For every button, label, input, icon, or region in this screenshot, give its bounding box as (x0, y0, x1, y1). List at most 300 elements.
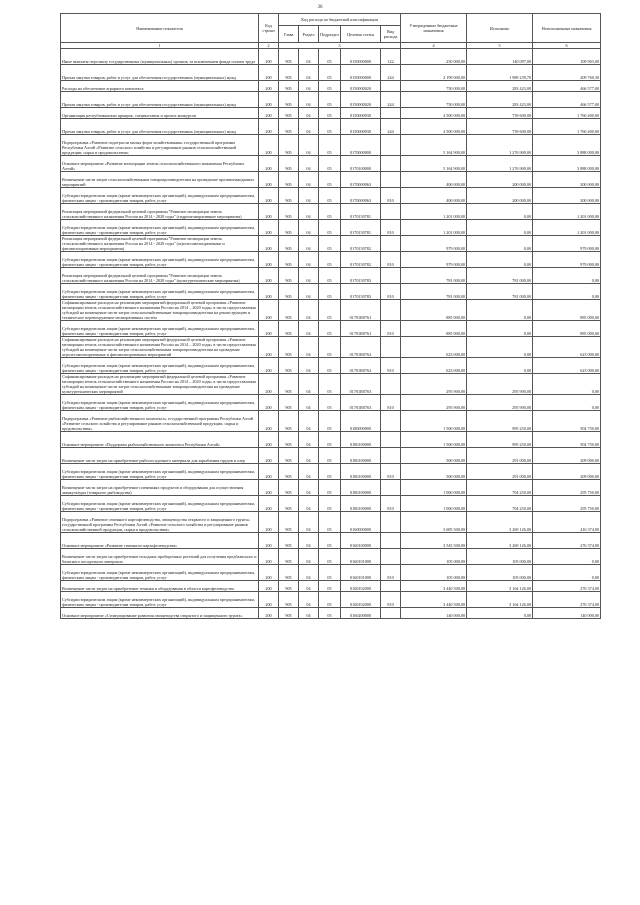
page-number: 36 (317, 5, 323, 10)
row-vid (381, 533, 401, 549)
row-glava: 905 (279, 496, 299, 512)
row-celevaya: 01701R0762 (341, 337, 381, 358)
row-executed: 105 000,00 (467, 549, 533, 565)
table-row (61, 592, 601, 608)
row-line-code: 200 (259, 496, 279, 512)
row-approved: 140 000,00 (401, 608, 467, 619)
row-name: Субсидии юридическим лицам (кроме некоммерческих организаций), индивидуальным предпринимателям, физическим лицам - производителям товаров, работ, услуг (61, 321, 259, 337)
row-razdel: 04 (299, 581, 319, 592)
row-celevaya: 0180100000 (341, 480, 381, 496)
row-unexecuted: 0,00 (533, 268, 601, 284)
row-unexecuted: 0,00 (533, 565, 601, 581)
row-glava: 905 (279, 49, 299, 65)
row-line-code: 200 (259, 92, 279, 108)
row-unexecuted: 1 201 000,00 (533, 220, 601, 236)
row-razdel: 04 (299, 565, 319, 581)
row-celevaya: 0150000020 (341, 81, 381, 92)
row-line-code: 200 (259, 533, 279, 549)
row-celevaya: 0170150781 (341, 204, 381, 220)
row-line-code: 200 (259, 464, 279, 480)
row-approved: 623 000,00 (401, 337, 467, 358)
row-glava: 905 (279, 119, 299, 135)
row-approved: 750 000,00 (401, 81, 467, 92)
row-name: Основное мероприятие «Развитие семенного картофелеводства» (61, 533, 259, 549)
row-line-code: 200 (259, 220, 279, 236)
row-vid (381, 172, 401, 188)
row-vid: 244 (381, 119, 401, 135)
row-unexecuted: 3 888 000,00 (533, 135, 601, 156)
row-vid (381, 581, 401, 592)
row-approved: 1 000 000,00 (401, 496, 467, 512)
row-celevaya: 0170000063 (341, 188, 381, 204)
header-razdel: Раздел (299, 26, 319, 43)
row-vid (381, 512, 401, 533)
row-glava: 905 (279, 533, 299, 549)
row-celevaya: 0160101000 (341, 565, 381, 581)
table-row (61, 92, 601, 108)
row-executed: 0,00 (467, 252, 533, 268)
header-approved: Утвержденные бюджетные назначения (401, 14, 467, 43)
row-vid (381, 135, 401, 156)
row-podrazdel: 05 (319, 220, 341, 236)
table-row (61, 188, 601, 204)
row-vid: 810 (381, 220, 401, 236)
row-celevaya: 0170150782 (341, 252, 381, 268)
row-podrazdel: 05 (319, 268, 341, 284)
row-unexecuted: 979 000,00 (533, 252, 601, 268)
col-number: 2 (259, 43, 279, 49)
row-celevaya: 0150000020 (341, 92, 381, 108)
row-approved: 1 500 000,00 (401, 432, 467, 448)
row-vid: 244 (381, 92, 401, 108)
row-name: Подпрограмма «Развитие рыбохозяйственного комплекса» государственной программы Республики Алтай «Развитие сельского хозяйства и регулирование рынков сельскохозяйственной продукции, сырья и продовольствия» (61, 411, 259, 432)
row-name: Реализация мероприятий федеральной целевой программы "Развитие мелиорации земель сельскохозяйственного назначения России на 2014 - 2020 годы" (агролесомелиоративные и фитомелиоративные мероприятия) (61, 236, 259, 252)
row-glava: 905 (279, 156, 299, 172)
table-row (61, 204, 601, 220)
row-approved: 400 000,00 (401, 172, 467, 188)
row-name: Возмещение части затрат сельскохозяйственным товаропроизводителям на проведение противопаводковых мероприятий (61, 172, 259, 188)
row-approved: 781 000,00 (401, 268, 467, 284)
row-vid (381, 432, 401, 448)
row-executed: 0,00 (467, 300, 533, 321)
row-unexecuted: 200 000,00 (533, 172, 601, 188)
row-glava: 905 (279, 592, 299, 608)
row-executed: 995 250,00 (467, 432, 533, 448)
row-vid (381, 480, 401, 496)
table-row (61, 284, 601, 300)
row-razdel: 04 (299, 119, 319, 135)
table-row (61, 448, 601, 464)
row-executed: 704 250,00 (467, 496, 533, 512)
table-row (61, 220, 601, 236)
row-vid (381, 608, 401, 619)
col-number: 3 (279, 43, 401, 49)
row-vid (381, 108, 401, 119)
row-vid: 810 (381, 284, 401, 300)
row-podrazdel: 05 (319, 358, 341, 374)
table-row (61, 549, 601, 565)
row-unexecuted: 276 374,00 (533, 592, 601, 608)
row-name: Организация республиканских ярмарок, спецвыставок и прочих конкурсов (61, 108, 259, 119)
row-executed: 0,00 (467, 321, 533, 337)
row-unexecuted: 416 374,00 (533, 512, 601, 533)
row-razdel: 04 (299, 252, 319, 268)
row-celevaya: 0170000000 (341, 135, 381, 156)
header-vid: Вид расхода (381, 26, 401, 43)
table-row (61, 411, 601, 432)
row-unexecuted: 0,00 (533, 374, 601, 395)
row-name: Прочая закупка товаров, работ и услуг для обеспечения государственных (муниципальных) нужд (61, 92, 259, 108)
row-executed: 295 900,00 (467, 395, 533, 411)
row-vid (381, 156, 401, 172)
row-approved: 2 199 000,00 (401, 65, 467, 81)
row-name: Подпрограмма «Развитие семенного картофелеводства, овощеводства открытого и защищенного грунта» государственной программы Республики Алтай «Развитие сельского хозяйства и регулирование рынков сельскохозяйственной продукции, сырья и продовольствия» (61, 512, 259, 533)
row-razdel: 04 (299, 411, 319, 432)
row-unexecuted: 295 750,00 (533, 496, 601, 512)
row-unexecuted: 466 577,00 (533, 81, 601, 92)
row-podrazdel: 05 (319, 448, 341, 464)
row-line-code: 200 (259, 300, 279, 321)
row-vid: 810 (381, 464, 401, 480)
row-celevaya: 0180100000 (341, 432, 381, 448)
row-executed: 781 000,00 (467, 268, 533, 284)
row-vid: 810 (381, 496, 401, 512)
header-executed: Исполнено (467, 14, 533, 43)
table-row (61, 119, 601, 135)
row-name: Субсидии юридическим лицам (кроме некоммерческих организаций), индивидуальным предпринимателям, физическим лицам - производителям товаров, работ, услуг (61, 395, 259, 411)
table-row (61, 464, 601, 480)
row-executed: 140 097,00 (467, 49, 533, 65)
row-glava: 905 (279, 321, 299, 337)
row-unexecuted: 276 374,00 (533, 581, 601, 592)
row-line-code: 200 (259, 268, 279, 284)
row-glava: 905 (279, 464, 299, 480)
row-unexecuted: 109 903,00 (533, 49, 601, 65)
row-name: Возмещение части затрат на приобретение рыбопосадочного материала для зарыбления прудов и озер (61, 448, 259, 464)
row-executed: 3 269 126,00 (467, 533, 533, 549)
row-executed: 105 000,00 (467, 565, 533, 581)
row-razdel: 04 (299, 172, 319, 188)
row-podrazdel: 05 (319, 284, 341, 300)
row-glava: 905 (279, 300, 299, 321)
row-razdel: 04 (299, 300, 319, 321)
row-name: Субсидии юридическим лицам (кроме некоммерческих организаций), индивидуальным предпринимателям, физическим лицам - производителям товаров, работ, услуг (61, 358, 259, 374)
row-glava: 905 (279, 337, 299, 358)
row-podrazdel: 05 (319, 512, 341, 533)
row-razdel: 04 (299, 448, 319, 464)
row-vid (381, 549, 401, 565)
row-celevaya: 01701R0763 (341, 374, 381, 395)
row-approved: 2 500 000,00 (401, 119, 467, 135)
row-glava: 905 (279, 411, 299, 432)
row-unexecuted: 0,00 (533, 549, 601, 565)
row-line-code: 200 (259, 65, 279, 81)
row-vid (381, 337, 401, 358)
row-unexecuted: 885 000,00 (533, 321, 601, 337)
row-name: Субсидии юридическим лицам (кроме некоммерческих организаций), индивидуальным предпринимателям, физическим лицам - производителям товаров, работ, услуг (61, 284, 259, 300)
row-approved: 5 164 900,00 (401, 156, 467, 172)
table-row (61, 49, 601, 65)
row-name: Софинансирование расходов на реализацию мероприятий федеральной целевой программы «Развитие мелиорации земель сельскохозяйственного назначения России на 2014 – 2020 годы» в части предоставления субсидий на возмещение части затрат сельскохозяйственным товаропроизводителям на проведение культуртехнических мероприятий (61, 374, 259, 395)
row-approved: 105 000,00 (401, 549, 467, 565)
row-unexecuted: 1 760 400,00 (533, 108, 601, 119)
row-celevaya: 01701R0763 (341, 395, 381, 411)
row-podrazdel: 05 (319, 252, 341, 268)
row-name: Субсидии юридическим лицам (кроме некоммерческих организаций), индивидуальным предпринимателям, физическим лицам - производителям товаров, работ, услуг (61, 252, 259, 268)
row-glava: 905 (279, 220, 299, 236)
row-unexecuted: 623 000,00 (533, 358, 601, 374)
row-podrazdel: 05 (319, 565, 341, 581)
row-razdel: 04 (299, 358, 319, 374)
row-celevaya: 0170100000 (341, 156, 381, 172)
row-approved: 979 000,00 (401, 252, 467, 268)
header-celevaya: Целевая статья (341, 26, 381, 43)
row-razdel: 04 (299, 512, 319, 533)
row-podrazdel: 05 (319, 496, 341, 512)
row-razdel: 04 (299, 65, 319, 81)
table-row (61, 252, 601, 268)
row-line-code: 200 (259, 480, 279, 496)
row-razdel: 04 (299, 592, 319, 608)
col-number: 6 (533, 43, 601, 49)
row-unexecuted: 623 000,00 (533, 337, 601, 358)
row-celevaya: 0160100000 (341, 533, 381, 549)
row-razdel: 04 (299, 395, 319, 411)
row-line-code: 200 (259, 337, 279, 358)
row-glava: 905 (279, 135, 299, 156)
row-vid (381, 81, 401, 92)
row-unexecuted: 295 750,00 (533, 480, 601, 496)
budget-table (60, 13, 601, 619)
table-row (61, 358, 601, 374)
row-approved: 781 000,00 (401, 284, 467, 300)
row-podrazdel: 05 (319, 135, 341, 156)
row-name: Подпрограмма «Развитие подотрасли малых форм хозяйствования» государственной программы Республики Алтай «Развитие сельского хозяйства и регулирование рынков сельскохозяйственной продукции, сырья и продовольствия» (61, 135, 259, 156)
row-unexecuted: 209 000,00 (533, 448, 601, 464)
row-name: Основное мероприятие «Развитие мелиорации земель сельскохозяйственного назначения Республики Алтай» (61, 156, 259, 172)
row-razdel: 04 (299, 496, 319, 512)
row-executed: 200 000,00 (467, 188, 533, 204)
row-glava: 905 (279, 204, 299, 220)
row-name: Субсидии юридическим лицам (кроме некоммерческих организаций), индивидуальным предпринимателям, физическим лицам - производителям товаров, работ, услуг (61, 496, 259, 512)
row-unexecuted: 504 750,00 (533, 432, 601, 448)
row-razdel: 04 (299, 432, 319, 448)
row-unexecuted: 200 000,00 (533, 188, 601, 204)
table-row (61, 236, 601, 252)
row-razdel: 04 (299, 549, 319, 565)
row-glava: 905 (279, 81, 299, 92)
row-line-code: 200 (259, 581, 279, 592)
row-executed: 3 164 126,00 (467, 581, 533, 592)
row-razdel: 04 (299, 156, 319, 172)
row-glava: 905 (279, 395, 299, 411)
row-razdel: 04 (299, 284, 319, 300)
row-celevaya: 0160102000 (341, 581, 381, 592)
row-name: Реализация мероприятий федеральной целевой программы "Развитие мелиорации земель сельскохозяйственного назначения России на 2014 - 2020 годы" (гидромелиоративные мероприятия) (61, 204, 259, 220)
row-podrazdel: 05 (319, 533, 341, 549)
col-number: 1 (61, 43, 259, 49)
table-body (61, 49, 601, 619)
row-line-code: 200 (259, 204, 279, 220)
row-razdel: 04 (299, 321, 319, 337)
row-executed: 3 164 126,00 (467, 592, 533, 608)
row-celevaya: 0160200000 (341, 608, 381, 619)
row-vid (381, 268, 401, 284)
row-executed: 1 276 900,00 (467, 135, 533, 156)
row-razdel: 04 (299, 464, 319, 480)
row-vid (381, 374, 401, 395)
row-name: Возмещение части затрат на приобретение племенных продуктов и оборудования для осуществления аквакультуры (товарного рыбоводства) (61, 480, 259, 496)
row-razdel: 04 (299, 337, 319, 358)
row-approved: 400 000,00 (401, 188, 467, 204)
header-glava: Глава (279, 26, 299, 43)
table-row (61, 533, 601, 549)
row-celevaya: 0180100000 (341, 496, 381, 512)
row-glava: 905 (279, 252, 299, 268)
row-line-code: 200 (259, 512, 279, 533)
row-razdel: 04 (299, 135, 319, 156)
row-glava: 905 (279, 108, 299, 119)
row-glava: 905 (279, 172, 299, 188)
row-glava: 905 (279, 268, 299, 284)
table-row (61, 480, 601, 496)
row-celevaya: 01701R0762 (341, 358, 381, 374)
row-celevaya: 0170150781 (341, 220, 381, 236)
row-glava: 905 (279, 448, 299, 464)
row-vid: 810 (381, 188, 401, 204)
row-line-code: 200 (259, 108, 279, 119)
table-row (61, 374, 601, 395)
row-line-code: 200 (259, 565, 279, 581)
row-executed: 739 600,00 (467, 108, 533, 119)
row-approved: 750 000,00 (401, 92, 467, 108)
row-podrazdel: 05 (319, 65, 341, 81)
row-podrazdel: 05 (319, 156, 341, 172)
row-line-code: 200 (259, 236, 279, 252)
row-approved: 979 000,00 (401, 236, 467, 252)
row-celevaya: 0150000000 (341, 65, 381, 81)
row-line-code: 200 (259, 432, 279, 448)
row-executed: 0,00 (467, 220, 533, 236)
row-line-code: 200 (259, 321, 279, 337)
row-approved: 3 440 500,00 (401, 592, 467, 608)
row-celevaya: 0170150783 (341, 284, 381, 300)
row-line-code: 200 (259, 448, 279, 464)
row-name: Основное мероприятие «Стимулирование развития овощеводства открытого и защищенного грунта» (61, 608, 259, 619)
row-podrazdel: 05 (319, 108, 341, 119)
row-celevaya: 01701R0761 (341, 321, 381, 337)
row-glava: 905 (279, 358, 299, 374)
header-line-code: Код строки (259, 14, 279, 43)
row-razdel: 04 (299, 188, 319, 204)
row-podrazdel: 05 (319, 608, 341, 619)
row-celevaya: 01701R0761 (341, 300, 381, 321)
row-celevaya: 0170150783 (341, 268, 381, 284)
row-podrazdel: 05 (319, 236, 341, 252)
row-podrazdel: 05 (319, 549, 341, 565)
row-executed: 0,00 (467, 236, 533, 252)
row-executed: 0,00 (467, 337, 533, 358)
row-unexecuted: 979 000,00 (533, 236, 601, 252)
row-executed: 295 900,00 (467, 374, 533, 395)
row-approved: 885 000,00 (401, 321, 467, 337)
row-name: Реализация мероприятий федеральной целевой программы "Развитие мелиорации земель сельскохозяйственного назначения России на 2014 - 2020 годы" (культуртехнические мероприятия) (61, 268, 259, 284)
row-executed: 0,00 (467, 608, 533, 619)
row-celevaya: 0150000000 (341, 49, 381, 65)
row-vid: 244 (381, 65, 401, 81)
row-name: Возмещение части затрат на приобретение техники и оборудования в области картофелеводства (61, 581, 259, 592)
row-vid (381, 204, 401, 220)
row-celevaya: 0150000030 (341, 119, 381, 135)
row-executed: 704 250,00 (467, 480, 533, 496)
row-line-code: 200 (259, 374, 279, 395)
row-name: Расходы на обеспечение аграрного комплекса (61, 81, 259, 92)
row-approved: 623 000,00 (401, 358, 467, 374)
row-line-code: 200 (259, 81, 279, 92)
row-glava: 905 (279, 188, 299, 204)
row-line-code: 200 (259, 172, 279, 188)
row-unexecuted: 0,00 (533, 284, 601, 300)
row-unexecuted: 209 760,30 (533, 65, 601, 81)
row-approved: 3 545 500,00 (401, 533, 467, 549)
row-razdel: 04 (299, 49, 319, 65)
table-row (61, 395, 601, 411)
row-razdel: 04 (299, 480, 319, 496)
row-podrazdel: 05 (319, 321, 341, 337)
row-podrazdel: 05 (319, 300, 341, 321)
row-approved: 3 440 500,00 (401, 581, 467, 592)
row-podrazdel: 05 (319, 464, 341, 480)
row-approved: 1 201 000,00 (401, 220, 467, 236)
row-razdel: 04 (299, 81, 319, 92)
row-unexecuted: 885 000,00 (533, 300, 601, 321)
table-row (61, 135, 601, 156)
row-unexecuted: 1 760 400,00 (533, 119, 601, 135)
row-celevaya: 0150000030 (341, 108, 381, 119)
row-executed: 291 000,00 (467, 464, 533, 480)
row-podrazdel: 05 (319, 592, 341, 608)
row-name: Иные выплаты персоналу государственных (муниципальных) органов, за исключением фонда оплаты труда (61, 49, 259, 65)
row-approved: 2 500 000,00 (401, 108, 467, 119)
row-line-code: 200 (259, 188, 279, 204)
row-line-code: 200 (259, 135, 279, 156)
row-celevaya: 0160102000 (341, 592, 381, 608)
row-podrazdel: 05 (319, 395, 341, 411)
header-name: Наименование показателя (61, 14, 259, 43)
row-executed: 995 250,00 (467, 411, 533, 432)
table-row (61, 337, 601, 358)
row-line-code: 200 (259, 119, 279, 135)
row-podrazdel: 05 (319, 374, 341, 395)
row-podrazdel: 05 (319, 92, 341, 108)
table-row (61, 172, 601, 188)
table-row (61, 496, 601, 512)
row-line-code: 200 (259, 608, 279, 619)
row-executed: 781 000,00 (467, 284, 533, 300)
table-row (61, 565, 601, 581)
row-approved: 105 000,00 (401, 565, 467, 581)
row-podrazdel: 05 (319, 581, 341, 592)
row-vid (381, 300, 401, 321)
row-vid: 810 (381, 565, 401, 581)
row-podrazdel: 05 (319, 432, 341, 448)
row-approved: 500 000,00 (401, 448, 467, 464)
row-executed: 739 600,00 (467, 119, 533, 135)
row-executed: 283 423,00 (467, 92, 533, 108)
row-executed: 3 269 126,00 (467, 512, 533, 533)
row-glava: 905 (279, 374, 299, 395)
row-approved: 295 900,00 (401, 374, 467, 395)
